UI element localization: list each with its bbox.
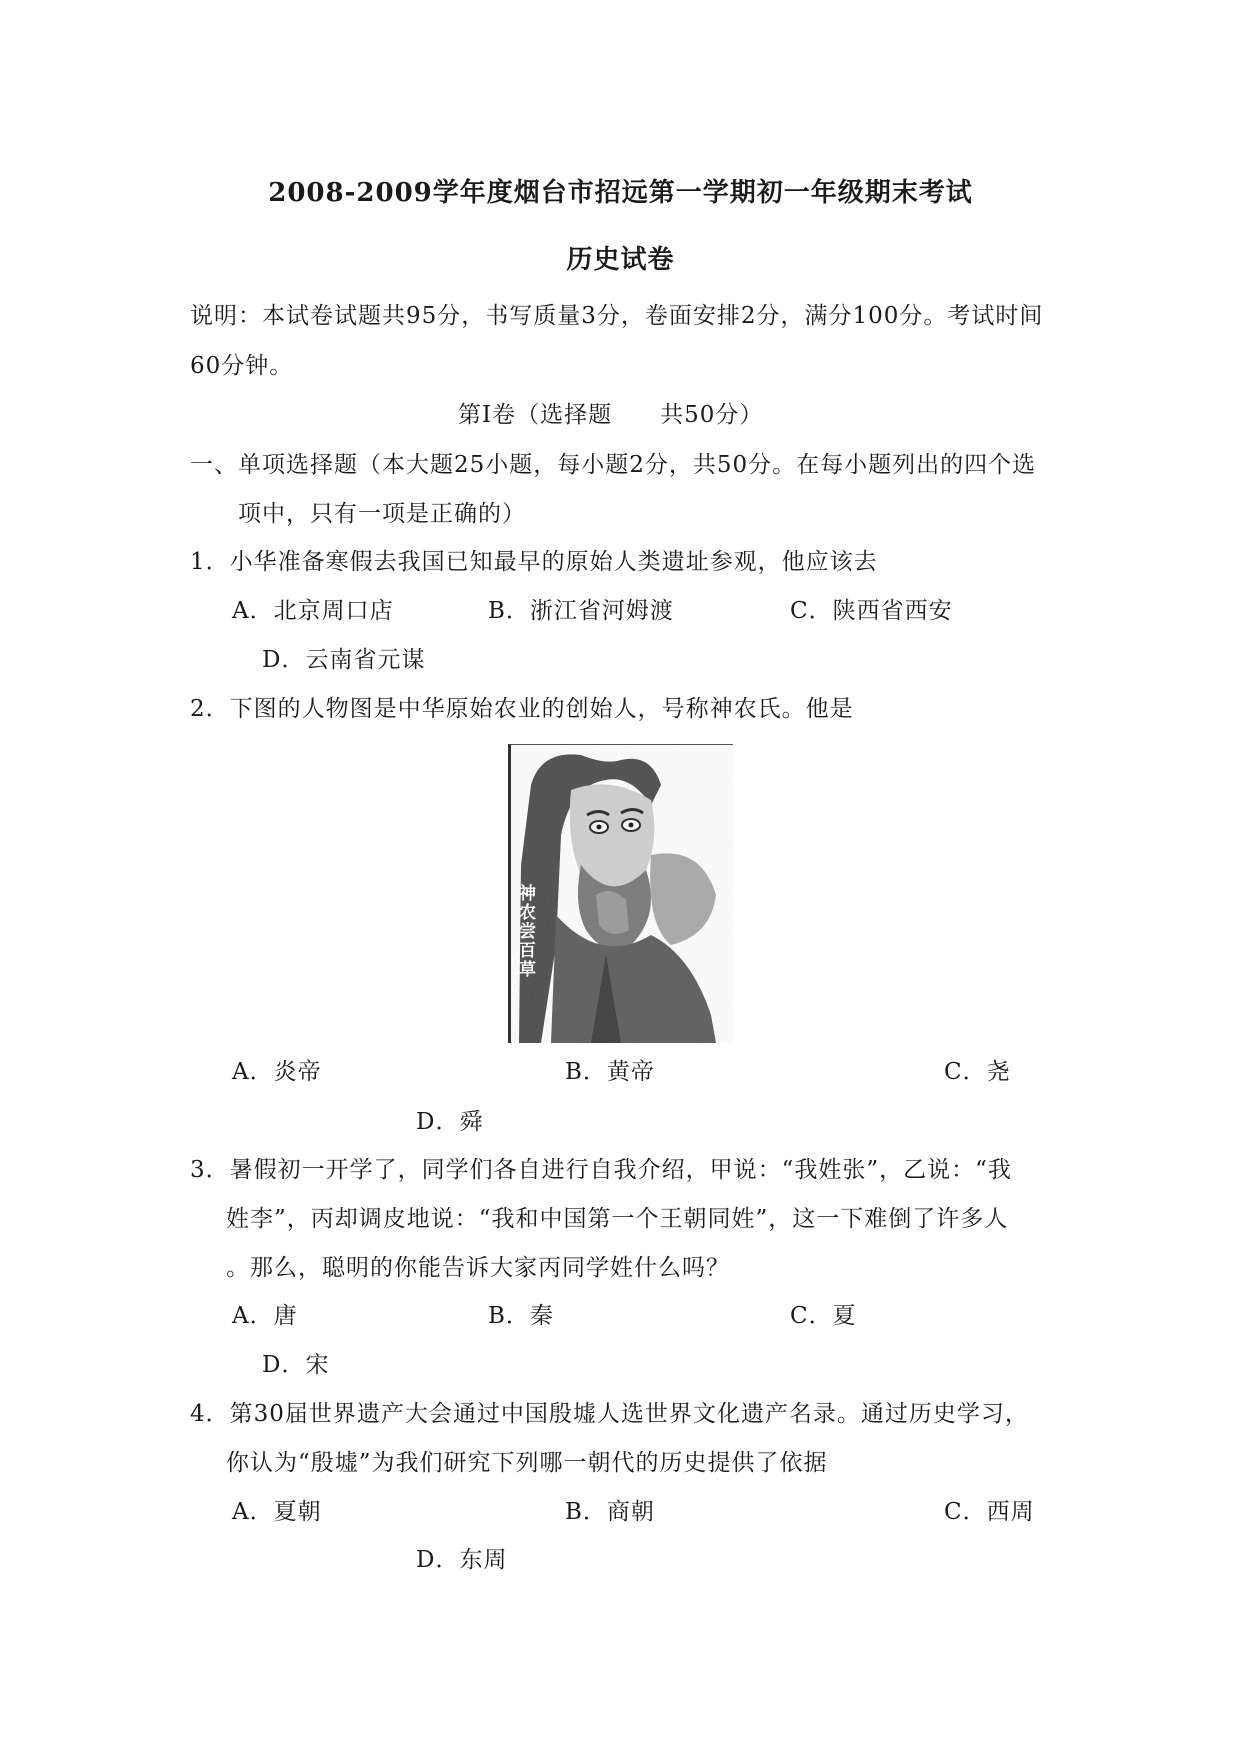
intro-line-1: 说明：本试卷试题共95分，书写质量3分，卷面安排2分，满分100分。考试时间 xyxy=(190,303,1044,329)
exam-subtitle: 历史试卷 xyxy=(566,245,675,275)
q1-option-d: D．云南省元谋 xyxy=(262,647,426,673)
q4-option-c: C．西周 xyxy=(944,1499,1035,1525)
q2-option-d: D．舜 xyxy=(416,1109,484,1135)
q4-option-b: B．商朝 xyxy=(565,1499,655,1525)
question-2-text: 2．下图的人物图是中华原始农业的创始人，号称神农氏。他是 xyxy=(190,696,854,722)
section-instructions-line-1: 一、单项选择题（本大题25小题，每小题2分，共50分。在每小题列出的四个选 xyxy=(190,452,1037,478)
q3-option-d: D．宋 xyxy=(262,1352,330,1378)
question-3-line-2: 姓李”，丙却调皮地说：“我和中国第一个王朝同姓”，这一下难倒了许多人 xyxy=(226,1206,1009,1232)
q2-option-c: C．尧 xyxy=(944,1059,1011,1085)
shennong-illustration xyxy=(511,745,733,1043)
q4-option-a: A．夏朝 xyxy=(232,1499,322,1525)
q1-option-a: A．北京周口店 xyxy=(232,598,394,624)
section-instructions-line-2: 项中，只有一项是正确的） xyxy=(238,501,526,527)
intro-line-2: 60分钟。 xyxy=(190,353,294,379)
q4-option-d: D．东周 xyxy=(416,1547,508,1573)
q1-option-b: B．浙江省河姆渡 xyxy=(488,598,674,624)
question-3-line-3: 。那么，聪明的你能告诉大家丙同学姓什么吗？ xyxy=(226,1255,730,1281)
question-4-line-2: 你认为“殷墟”为我们研究下列哪一朝代的历史提供了依据 xyxy=(226,1450,828,1476)
q3-option-b: B．秦 xyxy=(488,1303,554,1329)
section-heading: 第Ⅰ卷（选择题 共50分） xyxy=(458,402,764,428)
q2-option-b: B．黄帝 xyxy=(565,1059,655,1085)
question-1-text: 1．小华准备寒假去我国已知最早的原始人类遗址参观，他应该去 xyxy=(190,549,878,575)
exam-title: 2008-2009学年度烟台市招远第一学期初一年级期末考试 xyxy=(268,178,973,208)
question-4-line-1: 4．第30届世界遗产大会通过中国殷墟人选世界文化遗产名录。通过历史学习， xyxy=(190,1401,1029,1427)
q1-option-c: C．陕西省西安 xyxy=(790,598,953,624)
q2-option-a: A．炎帝 xyxy=(232,1059,322,1085)
q3-option-a: A．唐 xyxy=(232,1303,298,1329)
question-3-line-1: 3．暑假初一开学了，同学们各自进行自我介绍，甲说：“我姓张”，乙说：“我 xyxy=(190,1157,1012,1183)
figure-caption: 神农尝百草 xyxy=(519,884,536,980)
shennong-portrait-image xyxy=(508,744,733,1043)
q3-option-c: C．夏 xyxy=(790,1303,857,1329)
